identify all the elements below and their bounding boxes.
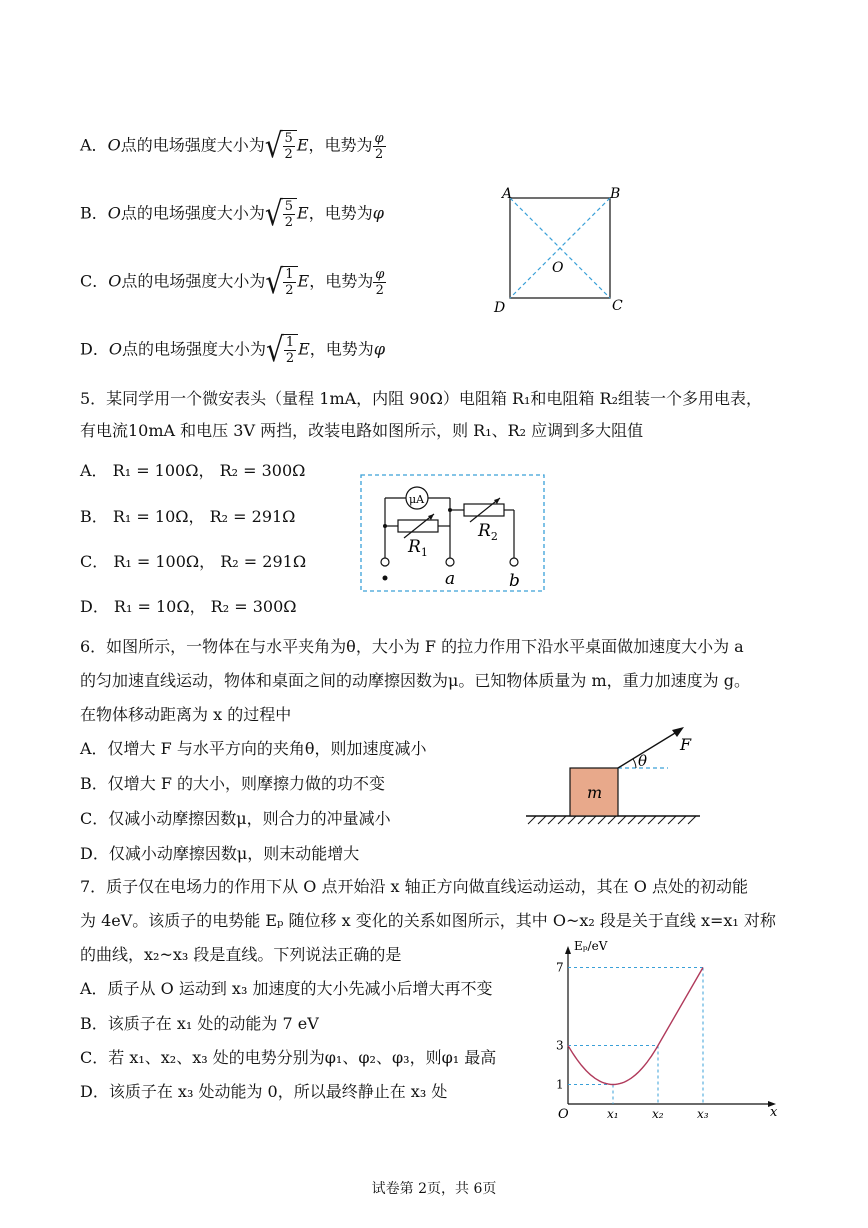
x-tick-3: x₃ bbox=[697, 1107, 709, 1118]
q5-option-d: D． R₁ = 10Ω， R₂ = 300Ω bbox=[80, 597, 297, 616]
theta-label: θ bbox=[638, 752, 648, 770]
y-tick-1: 1 bbox=[556, 1077, 564, 1092]
guide-lines bbox=[568, 968, 703, 1105]
q6-option-b: B．仅增大 F 的大小，则摩擦力做的功不变 bbox=[80, 774, 386, 793]
q7-option-d: D．该质子在 x₃ 处动能为 0，所以最终静止在 x₃ 处 bbox=[80, 1082, 448, 1101]
q7-stem-line1: 7．质子仅在电场力的作用下从 O 点开始沿 x 轴正方向做直线运动运动，其在 O 点处的初动能 bbox=[80, 877, 748, 896]
x-tick-labels bbox=[607, 1107, 709, 1118]
q5-stem-line2: 有电流10mA 和电压 3V 两挡，改装电路如图所示，则 R₁、R₂ 应调到多大阻值 bbox=[80, 421, 644, 440]
block-on-table-diagram bbox=[520, 722, 710, 832]
page-footer: 试卷第 2页，共 6页 bbox=[371, 1181, 497, 1197]
mass-label: m bbox=[587, 783, 603, 802]
q5-option-c: C． R₁ = 100Ω， R₂ = 291Ω bbox=[80, 552, 307, 571]
q4-option-b: B．O点的电场强度大小为√ $\frac{5}{2}$ E，电势为φ bbox=[80, 193, 384, 234]
sqrt-expression: √ $\frac{5}{2}$ bbox=[265, 198, 297, 230]
table-hatching bbox=[528, 816, 696, 824]
q6-stem-line3: 在物体移动距离为 x 的过程中 bbox=[80, 705, 292, 724]
terminal-a bbox=[446, 558, 454, 566]
y-tick-3: 3 bbox=[556, 1038, 564, 1053]
q6-option-d: D．仅减小动摩擦因数μ，则末动能增大 bbox=[80, 844, 360, 863]
q7-option-b: B．该质子在 x₁ 处的动能为 7 eV bbox=[80, 1014, 319, 1033]
terminal-b-label: b bbox=[509, 571, 520, 591]
q6-stem-line1: 6．如图所示，一物体在与水平夹角为θ，大小为 F 的拉力作用下沿水平桌面做加速度大小为 a bbox=[80, 637, 744, 656]
force-arrow bbox=[618, 730, 680, 768]
q5-option-a: A． R₁ = 100Ω， R₂ = 300Ω bbox=[80, 461, 306, 480]
x-tick-2: x₂ bbox=[652, 1107, 664, 1118]
q7-option-c: C．若 x₁、x₂、x₃ 处的电势分别为φ₁、φ₂、φ₃，则φ₁ 最高 bbox=[80, 1048, 497, 1067]
x-tick-1: x₁ bbox=[607, 1107, 619, 1118]
label-c: C bbox=[612, 298, 623, 314]
x-axis-label: x bbox=[770, 1105, 778, 1118]
r2-label: $R_2$ bbox=[478, 521, 498, 543]
q6-option-a: A．仅增大 F 与水平方向的夹角θ，则加速度减小 bbox=[80, 739, 427, 758]
terminal-common bbox=[381, 558, 389, 566]
q5-stem-line1: 5．某同学用一个微安表头（量程 1mA，内阻 90Ω）电阻箱 R₁和电阻箱 R₂组装一个多用电表， bbox=[80, 389, 762, 408]
q4-option-d: D．O点的电场强度大小为√ $\frac{1}{2}$ E，电势为φ bbox=[80, 329, 386, 370]
label-d: D bbox=[494, 300, 506, 316]
label-b: B bbox=[610, 186, 621, 202]
y-axis-label: Eₚ/eV bbox=[574, 939, 608, 953]
q6-option-c: C．仅减小动摩擦因数μ，则合力的冲量减小 bbox=[80, 809, 391, 828]
q4-option-a: A．O点的电场强度大小为√ $\frac{5}{2}$ E，电势为 $\frac{\varphi}{2}$ bbox=[80, 125, 384, 166]
sqrt-expression: √ $\frac{1}{2}$ bbox=[265, 266, 297, 298]
resistor-r1 bbox=[398, 520, 438, 532]
q4-option-c: C．O点的电场强度大小为√ $\frac{1}{2}$ E，电势为 $\frac{\varphi}{2}$ bbox=[80, 261, 385, 302]
sqrt-expression: √ $\frac{1}{2}$ bbox=[266, 334, 298, 366]
resistor-r2 bbox=[464, 504, 504, 516]
y-tick-7: 7 bbox=[556, 960, 564, 975]
q6-stem-line2: 的匀加速直线运动，物体和桌面之间的动摩擦因数为μ。已知物体质量为 m，重力加速度为 g。 bbox=[80, 671, 750, 690]
q5-option-b: B． R₁ = 10Ω， R₂ = 291Ω bbox=[80, 507, 296, 526]
q7-stem-line2: 为 4eV。该质子的电势能 Eₚ 随位移 x 变化的关系如图所示，其中 O~x₂ 段是关于直线 x=x₁ 对称 bbox=[80, 911, 776, 930]
y-tick-labels bbox=[556, 961, 564, 1092]
origin-label: O bbox=[558, 1107, 569, 1118]
sqrt-expression: √ $\frac{5}{2}$ bbox=[265, 130, 297, 162]
terminal-b bbox=[510, 558, 518, 566]
ep-curve bbox=[568, 968, 703, 1085]
q7-option-a: A．质子从 O 运动到 x₃ 加速度的大小先减小后增大再不变 bbox=[80, 979, 493, 998]
y-axis-arrow bbox=[565, 946, 571, 954]
q7-stem-line3: 的曲线，x₂~x₃ 段是直线。下列说法正确的是 bbox=[80, 945, 402, 964]
label-a: A bbox=[502, 186, 513, 202]
circuit-diagram bbox=[360, 474, 546, 594]
label-o: O bbox=[552, 260, 564, 276]
force-label: F bbox=[680, 735, 692, 754]
potential-energy-chart bbox=[548, 934, 788, 1118]
r1-label: $R_1$ bbox=[408, 537, 428, 559]
terminal-a-label: a bbox=[445, 569, 456, 589]
meter-label: μA bbox=[409, 493, 425, 506]
square-diagram bbox=[490, 186, 630, 316]
